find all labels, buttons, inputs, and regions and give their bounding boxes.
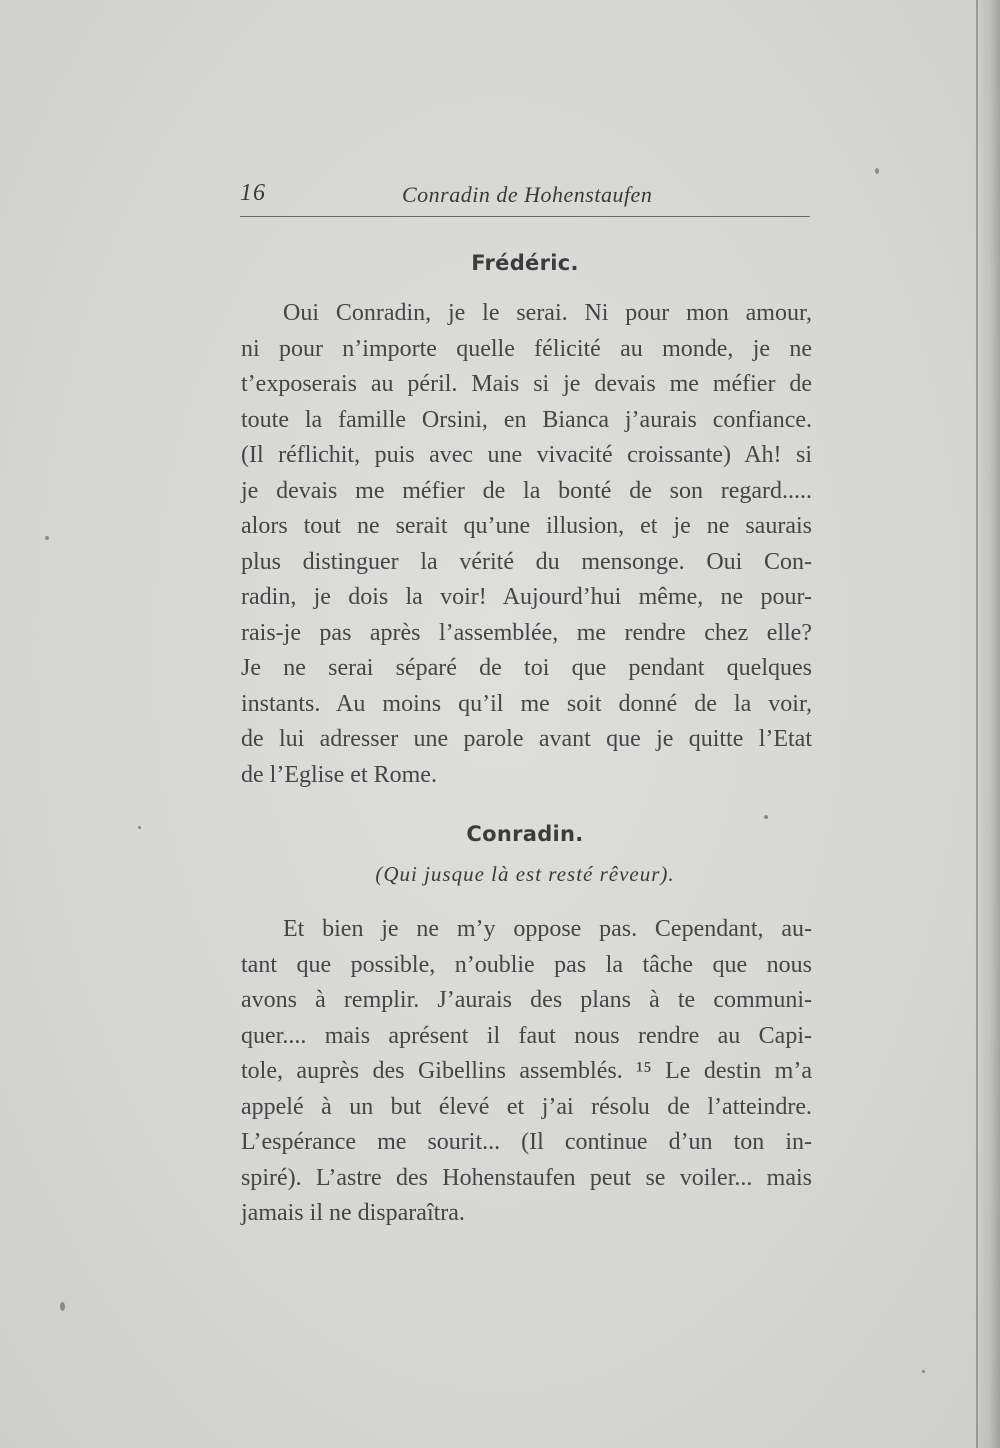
text-line: instants. Au moins qu’il me soit donné de la voir,	[241, 690, 812, 717]
stage-direction: (Qui jusque là est resté rêveur).	[375, 862, 675, 886]
speaker-name-frederic: Frédéric.	[471, 251, 579, 275]
paper-speck	[45, 536, 49, 540]
text-line: (Il réflichit, puis avec une vivacité croissante) Ah! si	[241, 442, 812, 468]
text-line: toute la famille Orsini, en Bianca j’aurais confiance.	[241, 406, 812, 433]
header-rule	[240, 216, 810, 217]
page-number: 16	[240, 180, 266, 206]
text-line: radin, je dois la voir! Aujourd’hui même, ne pour-	[241, 584, 812, 610]
text-line: je devais me méfier de la bonté de son regard.....	[241, 477, 812, 504]
text-line: plus distinguer la vérité du mensonge. Oui Con-	[241, 548, 812, 575]
text-line: de l’Eglise et Rome.	[241, 761, 437, 788]
paper-speck	[138, 826, 141, 829]
text-line: rais-je pas après l’assemblée, me rendre chez elle?	[241, 619, 812, 646]
text-line: appelé à un but élevé et j’ai résolu de l’atteindre.	[241, 1093, 812, 1120]
text-line: jamais il ne disparaîtra.	[241, 1200, 465, 1226]
text-line: L’espérance me sourit... (Il continue d’un ton in-	[241, 1129, 812, 1155]
text-line: Je ne serai séparé de toi que pendant quelques	[241, 655, 812, 681]
paper-speck	[764, 815, 768, 819]
text-line: Et bien je ne m’y oppose pas. Cependant, au-	[283, 916, 812, 942]
page-edge-line	[976, 0, 978, 1448]
text-line: t’exposerais au péril. Mais si je devais me méfier de	[241, 371, 812, 397]
text-line: Oui Conradin, je le serai. Ni pour mon amour,	[283, 300, 812, 326]
text-line: avons à remplir. J’aurais des plans à te communi-	[241, 987, 812, 1013]
text-line: spiré). L’astre des Hohenstaufen peut se voiler... mais	[241, 1164, 812, 1191]
paper-speck	[60, 1302, 65, 1311]
text-line: quer.... mais aprésent il faut nous rendre au Capi-	[241, 1022, 812, 1049]
text-line: tole, auprès des Gibellins assemblés. ¹⁵ Le destin m’a	[241, 1058, 812, 1084]
paper-speck	[875, 168, 879, 174]
text-line: tant que possible, n’oublie pas la tâche que nous	[241, 951, 812, 978]
running-head	[240, 180, 810, 214]
text-line: de lui adresser une parole avant que je quitte l’Etat	[241, 726, 812, 752]
speaker-name-conradin: Conradin.	[466, 822, 584, 846]
running-title: Conradin de Hohenstaufen	[402, 182, 653, 207]
text-line: ni pour n’importe quelle félicité au monde, je ne	[241, 335, 812, 362]
text-line: alors tout ne serait qu’une illusion, et je ne saurais	[241, 513, 812, 539]
paper-speck	[922, 1370, 925, 1373]
speech-conradin	[241, 912, 812, 1232]
speech-frederic	[241, 296, 812, 793]
